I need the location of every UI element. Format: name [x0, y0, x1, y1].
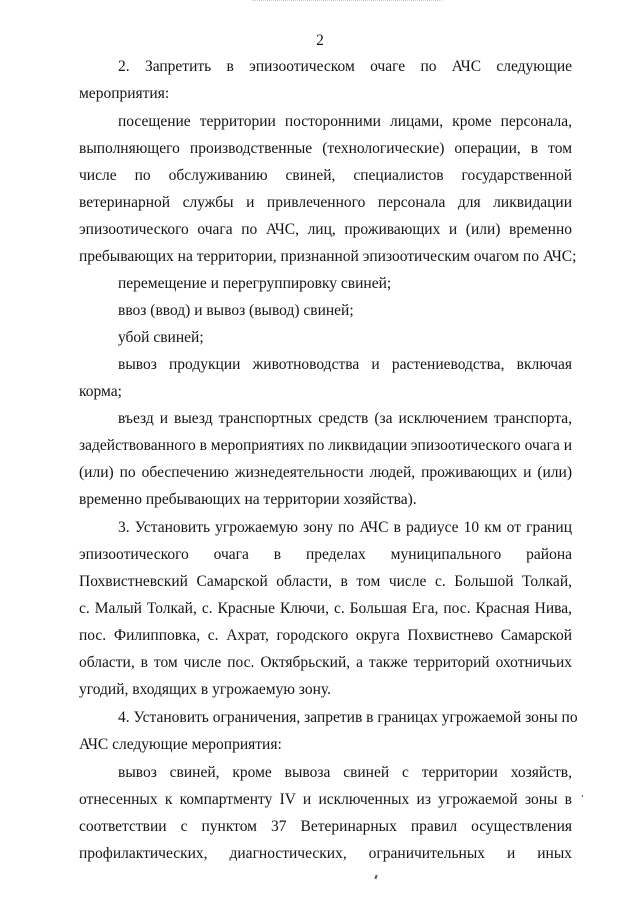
item-pig-export-line-2: отнесенных к компартменту IV и исключенных из угрожаемой зоны в — [79, 791, 572, 808]
paragraph-3-line-5: пос. Филипповка, с. Ахрат, городского округа Похвистнево Самарской — [79, 627, 572, 644]
item-import-export: ввоз (ввод) и вывоз (вывод) свиней; — [118, 302, 354, 319]
item-vehicles-line-1: въезд и выезд транспортных средств (за исключением транспорта, — [118, 410, 572, 427]
paragraph-3-line-4: с. Малый Толкай, с. Красные Ключи, с. Большая Ега, пос. Красная Нива, — [79, 600, 572, 617]
paragraph-4-line-2: АЧС следующие мероприятия: — [79, 736, 282, 753]
item-movement: перемещение и перегруппировку свиней; — [118, 275, 392, 292]
page-number: 2 — [316, 32, 324, 49]
item-products-line-1: вывоз продукции животноводства и растениеводства, включая — [118, 356, 572, 373]
paragraph-3-line-7: угодий, входящих в угрожаемую зону. — [79, 681, 331, 698]
scan-artifact-line — [252, 0, 442, 1]
item-slaughter: убой свиней; — [118, 329, 204, 346]
item-pig-export-line-1: вывоз свиней, кроме вывоза свиней с территории хозяйств, — [118, 764, 572, 781]
item-visit-line-6: пребывающих на территории, признанной эпизоотическим очагом по АЧС; — [79, 248, 577, 265]
item-visit-line-4: ветеринарной службы и привлеченного персонала для ликвидации — [79, 194, 572, 211]
paragraph-3-line-3: Похвистневский Самарской области, в том числе с. Большой Толкай, — [79, 573, 572, 590]
paragraph-3-line-1: 3. Установить угрожаемую зону по АЧС в радиусе 10 км от границ — [118, 519, 572, 536]
item-visit-line-2: выполняющего производственные (технологические) операции, в том — [79, 140, 572, 157]
item-visit-line-3: числе по обслуживанию свиней, специалистов государственной — [79, 167, 572, 184]
paragraph-3-line-2: эпизоотического очага в пределах муниципального района — [79, 546, 572, 563]
paragraph-3-line-6: области, в том числе пос. Октябрьский, а также территорий охотничьих — [79, 654, 572, 671]
item-vehicles-line-3: (или) по обеспечению жизнедеятельности людей, проживающих и (или) — [79, 464, 572, 481]
paragraph-2-line-2: мероприятия: — [79, 85, 170, 102]
item-vehicles-line-2: задействованного в мероприятиях по ликвидации эпизоотического очага и — [79, 437, 573, 454]
scan-speck — [582, 795, 584, 797]
item-pig-export-line-3: соответствии с пунктом 37 Ветеринарных правил осуществления — [79, 818, 572, 835]
item-visit-line-5: эпизоотического очага по АЧС, лиц, проживающих и (или) временно — [79, 221, 572, 238]
item-visit-line-1: посещение территории посторонними лицами, кроме персонала, — [118, 113, 572, 130]
item-products-line-2: корма; — [79, 383, 122, 400]
paragraph-4-line-1: 4. Установить ограничения, запретив в границах угрожаемой зоны по — [118, 709, 578, 726]
item-pig-export-line-4: профилактических, диагностических, ограничительных и иных — [79, 845, 572, 862]
scan-speck — [374, 875, 377, 879]
item-vehicles-line-4: временно пребывающих на территории хозяйства). — [79, 491, 417, 508]
paragraph-2-line-1: 2. Запретить в эпизоотическом очаге по АЧС следующие — [118, 58, 572, 75]
